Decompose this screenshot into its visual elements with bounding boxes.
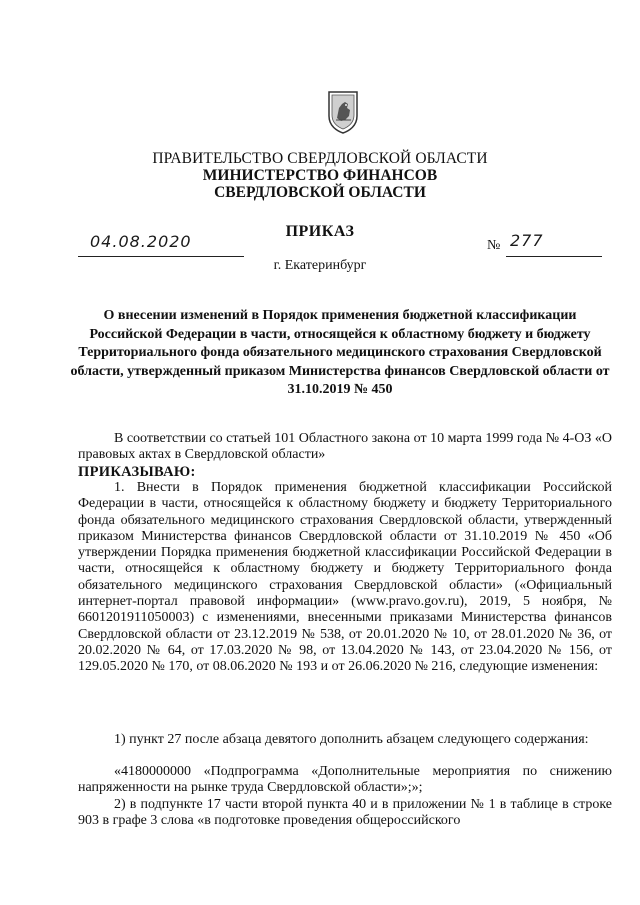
document-type: ПРИКАЗ — [285, 223, 355, 240]
government-name: ПРАВИТЕЛЬСТВО СВЕРДЛОВСКОЙ ОБЛАСТИ — [152, 150, 488, 167]
subitem-1-paragraph: 1) пункт 27 после абзаца девятого дополнить абзацем следующего содержания: — [114, 732, 589, 747]
date-field — [78, 232, 244, 257]
coat-of-arms-icon — [327, 90, 359, 134]
quote-paragraph: «4180000000 «Подпрограмма «Дополнительные мероприятия по снижению напряженности на рынке труда Свердловской области»;»; — [78, 764, 612, 796]
handwritten-number: 277 — [510, 231, 544, 250]
subitem-2-paragraph: 2) в подпункте 17 части второй пункта 40 и в приложении № 1 в таблице в строке 903 в графе 3 слова «в подготовке проведения общероссийского — [78, 797, 612, 829]
handwritten-date: 04.08.2020 — [90, 232, 192, 251]
region-name: СВЕРДЛОВСКОЙ ОБЛАСТИ — [214, 184, 426, 201]
ministry-name: МИНИСТЕРСТВО ФИНАНСОВ — [202, 167, 438, 184]
number-label: № — [487, 238, 501, 253]
intro-paragraph: В соответствии со статьей 101 Областного закона от 10 марта 1999 года № 4-ОЗ «О правовых актах в Свердловской области» — [78, 431, 612, 463]
document-title: О внесении изменений в Порядок применения бюджетной классификации Российской Федерации в части, относящейся к областному бюджету и бюджету Территориального фонда обязательного медицинского страхования Свердловской области, утвержденный приказом Министерства финансов Свердловской области от 31.10.2019 № 450 — [70, 308, 610, 397]
item-1-paragraph: 1. Внести в Порядок применения бюджетной классификации Российской Федерации в части, относящейся к областному бюджету и бюджету Территориального фонда обязательного медицинского страхования Свердловской области, утвержденный приказом Министерства финансов Свердловской области от 31.10.2019 № 450 «Об утверждении Порядка применения бюджетной классификации Российской Федерации в части, относящейся к областному бюджету и бюджету Территориального фонда обязательного медицинского страхования Свердловской области» («Официальный интернет-портал правовой информации» (www.pravo.gov.ru), 2019, 5 ноября, № 6601201911050003) с изменениями, внесенными приказами Министерства финансов Свердловской области от 23.12.2019 № 538, от 20.01.2020 № 10, от 28.01.2020 № 36, от 20.02.2020 № 64, от 17.03.2020 № 98, от 13.04.2020 № 143, от 23.04.2020 № 156, от 129.05.2020 № 170, от 08.06.2020 № 193 и от 26.06.2020 № 216, следующие изменения: — [78, 480, 612, 675]
city: г. Екатеринбург — [273, 258, 367, 273]
orders-heading: ПРИКАЗЫВАЮ: — [78, 464, 196, 480]
number-field — [506, 232, 602, 257]
